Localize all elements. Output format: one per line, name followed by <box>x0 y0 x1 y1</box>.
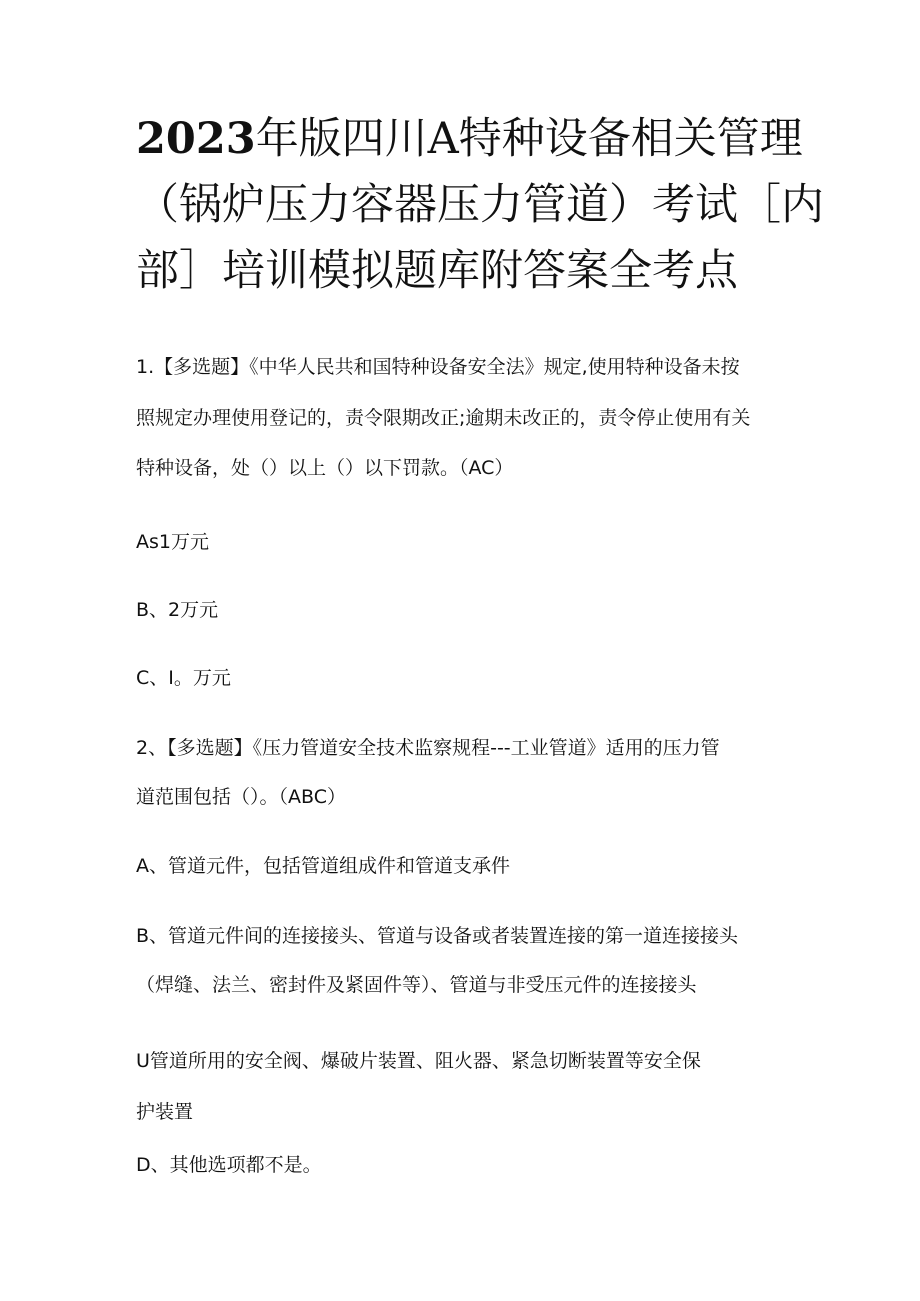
question-1-line-2: 照规定办理使用登记的，责令限期改正;逾期未改正的，责令停止使用有关 <box>136 407 751 429</box>
question-1-option-b: B、2万元 <box>136 599 219 621</box>
question-2-option-c-line-2: 护装置 <box>136 1101 194 1123</box>
question-2-option-d: D、其他选项都不是。 <box>136 1154 322 1176</box>
title-line-1: 2023年版四川A特种设备相关管理 <box>136 114 803 164</box>
question-1-line-1: 1.【多选题】《中华人民共和国特种设备安全法》规定,使用特种设备未按 <box>136 356 740 378</box>
question-2-option-b-line-1: B、管道元件间的连接接头、管道与设备或者装置连接的第一道连接接头 <box>136 925 739 947</box>
document-title <box>136 106 824 304</box>
question-2-line-2: 道范围包括（）。（ABC） <box>136 786 346 808</box>
question-2-option-a: A、管道元件，包括管道组成件和管道支承件 <box>136 855 510 877</box>
question-1-option-c: C、I。万元 <box>136 667 231 689</box>
question-2-option-b-line-2: （焊缝、法兰、密封件及紧固件等）、管道与非受压元件的连接接头 <box>136 974 697 996</box>
question-2-line-1: 2、【多选题】《压力管道安全技术监察规程---工业管道》适用的压力管 <box>136 737 720 759</box>
question-2-option-c-line-1: U管道所用的安全阀、爆破片装置、阻火器、紧急切断装置等安全保 <box>136 1050 701 1072</box>
question-1-line-3: 特种设备，处（）以上（）以下罚款。（AC） <box>136 457 514 479</box>
title-line-2: （锅炉压力容器压力管道）考试［内 <box>136 180 824 230</box>
title-year: 2023 <box>136 114 256 164</box>
title-line-3: 部］培训模拟题库附答案全考点 <box>136 246 738 296</box>
question-1-option-a: As1万元 <box>136 531 209 553</box>
